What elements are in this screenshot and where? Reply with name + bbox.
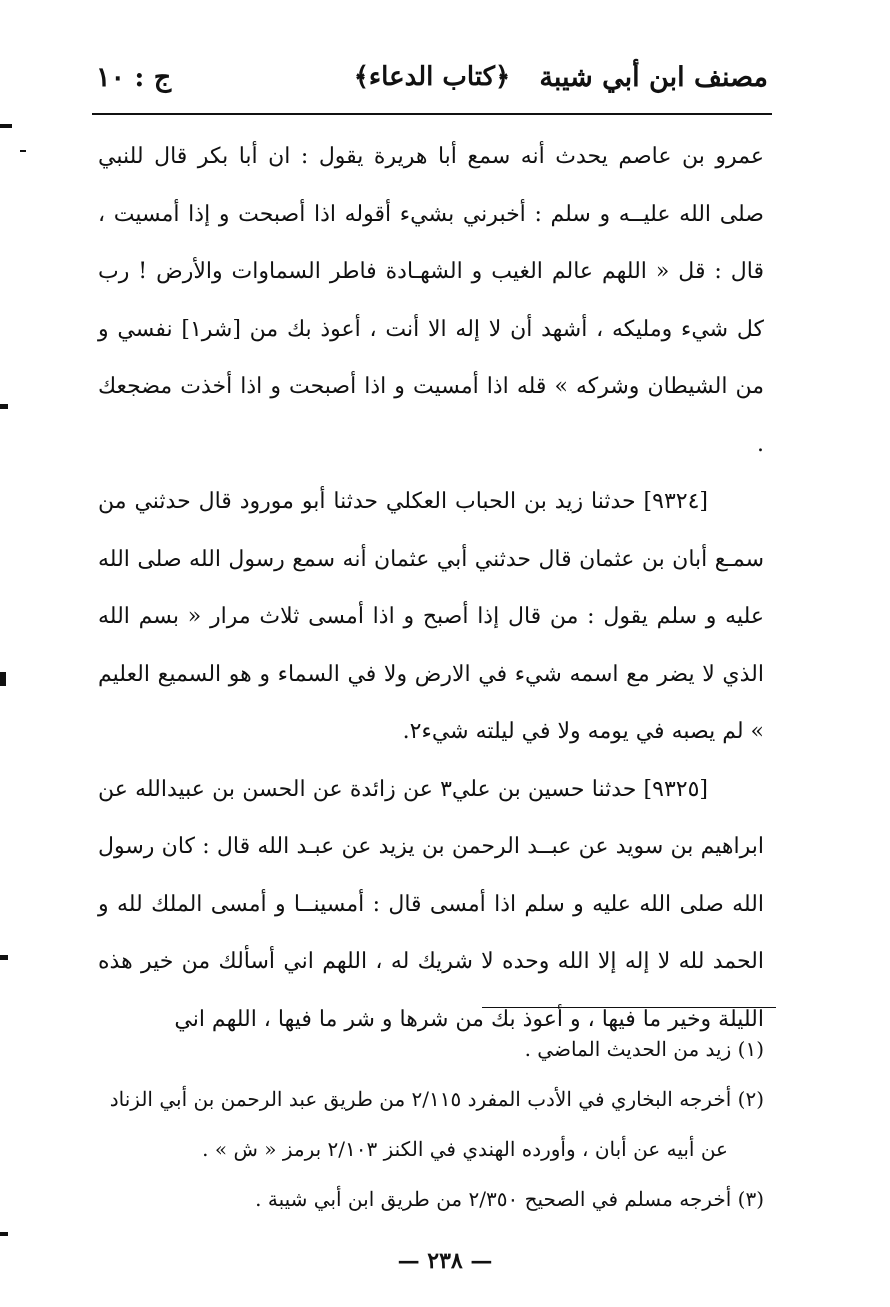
footnote-1 bbox=[98, 1024, 764, 1074]
scan-mark bbox=[0, 1232, 8, 1236]
footnote-3 bbox=[98, 1174, 764, 1224]
footnote-2 bbox=[98, 1074, 764, 1124]
chapter-title: ﴿كتاب الدعاء﴾ bbox=[353, 62, 511, 92]
scan-mark bbox=[0, 124, 12, 128]
main-text bbox=[98, 128, 764, 1048]
scan-mark bbox=[0, 955, 8, 960]
footnote-number: (٢) bbox=[737, 1087, 764, 1111]
volume-number: ج : ١٠ bbox=[96, 62, 172, 93]
footnote-text: أخرجه مسلم في الصحيح ٢/٣٥٠ من طريق ابن أبي شيبة . bbox=[255, 1187, 732, 1211]
hadith-9324: [٩٣٢٤] حدثنا زيد بن الحباب العكلي حدثنا أبو مورود قال حدثني من سمـع أبان بن عثمان قال حدثني أبي عثمان أنه سمع رسول الله صلى الله عليه و سلم يقول : من قال إذا أصبح و اذا أمسى ثلاث مرار « بسم الله الذي لا يضر مع اسمه شيء في الارض ولا في السماء و هو السميع العليم » لم يصبه في يومه ولا في ليلته شيء٢. bbox=[98, 489, 764, 744]
footnote-number: (٣) bbox=[737, 1187, 764, 1211]
footnotes bbox=[98, 1024, 764, 1224]
hadith-9325: [٩٣٢٥] حدثنا حسين بن علي٣ عن زائدة عن الحسن بن عبيدالله عن ابراهيم بن سويد عن عبــد الرحمن بن يزيد عن عبـد الله قال : كان رسول الله صلى الله عليه و سلم اذا أمسى قال : أمسينــا و أمسى الملك لله و الحمد لله لا إله إلا الله وحده لا شريك له ، اللهم اني أسألك من خير هذه الليلة وخير ما فيها ، و أعوذ بك من شرها و شر ما فيها ، اللهم اني bbox=[98, 776, 764, 1032]
paragraph-continuation: عمرو بن عاصم يحدث أنه سمع أبا هريرة يقول : ان أبا بكر قال للنبي صلى الله عليــه و سلم : أخبرني بشيء أقوله اذا أصبحت و إذا أمسيت ، قال : قل « اللهم عالم الغيب و الشهـادة فاطر السماوات والأرض ! رب كل شيء ومليكه ، أشهد أن لا إله الا أنت ، أعوذ بك من [شر١] نفسي و من الشيطان وشركه » قله اذا أمسيت و اذا أصبحت و اذا أخذت مضجعك . bbox=[98, 144, 764, 457]
scan-mark bbox=[0, 672, 6, 686]
book-title: مصنف ابن أبي شيبة bbox=[539, 62, 768, 93]
running-header bbox=[96, 62, 768, 108]
footnote-number: (١) bbox=[737, 1037, 764, 1061]
footnote-2-continuation: عن أبيه عن أبان ، وأورده الهندي في الكنز ٢/١٠٣ برمز « ش » . bbox=[202, 1137, 728, 1161]
footnote-text: أخرجه البخاري في الأدب المفرد ٢/١١٥ من طريق عبد الرحمن بن أبي الزناد bbox=[109, 1087, 732, 1111]
scan-mark bbox=[0, 404, 8, 409]
header-rule bbox=[92, 113, 772, 115]
footnote-rule bbox=[482, 1007, 776, 1008]
page-number: — ٢٣٨ — bbox=[397, 1248, 493, 1274]
footnote-text: زيد من الحديث الماضي . bbox=[524, 1037, 732, 1061]
scan-mark bbox=[20, 150, 26, 152]
